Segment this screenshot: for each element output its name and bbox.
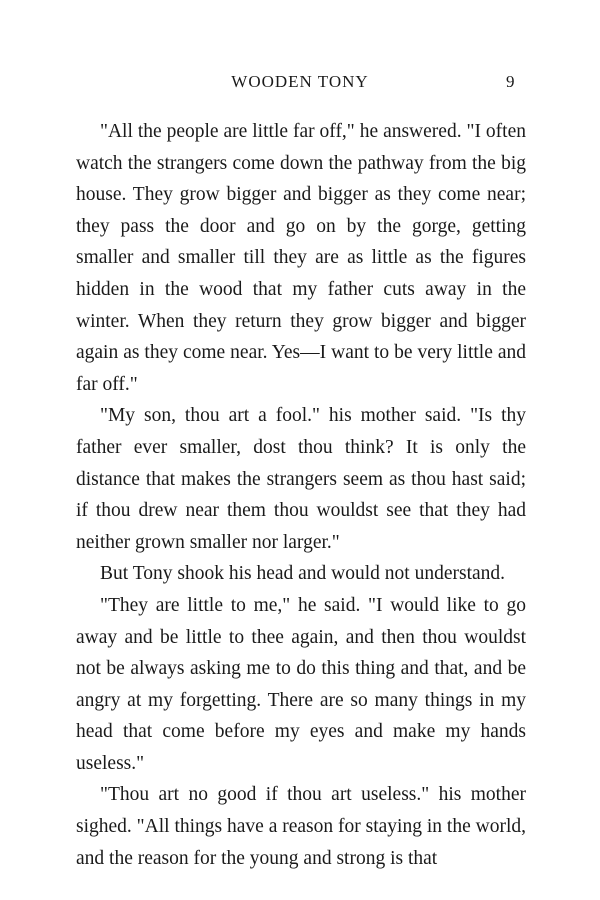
paragraph: But Tony shook his head and would not understand. <box>100 563 506 585</box>
page-number: 9 <box>506 72 515 91</box>
paragraph: "They are little to me," he said. "I would like to go away and be little to thee again, and then thou wouldst not be always asking me to do this thing and that, and be angry at my forgetting. There are so many things in my head that come before my eyes and make my hands useless." <box>76 594 526 774</box>
body-text <box>76 116 526 874</box>
book-title: WOODEN TONY <box>231 72 369 91</box>
paragraph: "All the people are little far off," he answered. "I often watch the strangers come down the pathway from the big house. They grow bigger and bigger as they come near; they pass the door and go on by the gorge, getting smaller and smaller till they are as little as the figures hidden in the wood that my father cuts away in the winter. When they return they grow bigger and bigger again as they come near. Yes—I want to be very little and far off." <box>76 121 526 395</box>
paragraph: "Thou art no good if thou art useless." his mother sighed. "All things have a reason for staying in the world, and the reason for the young and strong is that <box>76 784 526 869</box>
running-head <box>0 70 600 94</box>
paragraph: "My son, thou art a fool." his mother said. "Is thy father ever smaller, dost thou think? It is only the distance that makes the strangers seem as thou hast said; if thou drew near them thou wouldst see that they had neither grown smaller nor larger." <box>76 405 526 553</box>
